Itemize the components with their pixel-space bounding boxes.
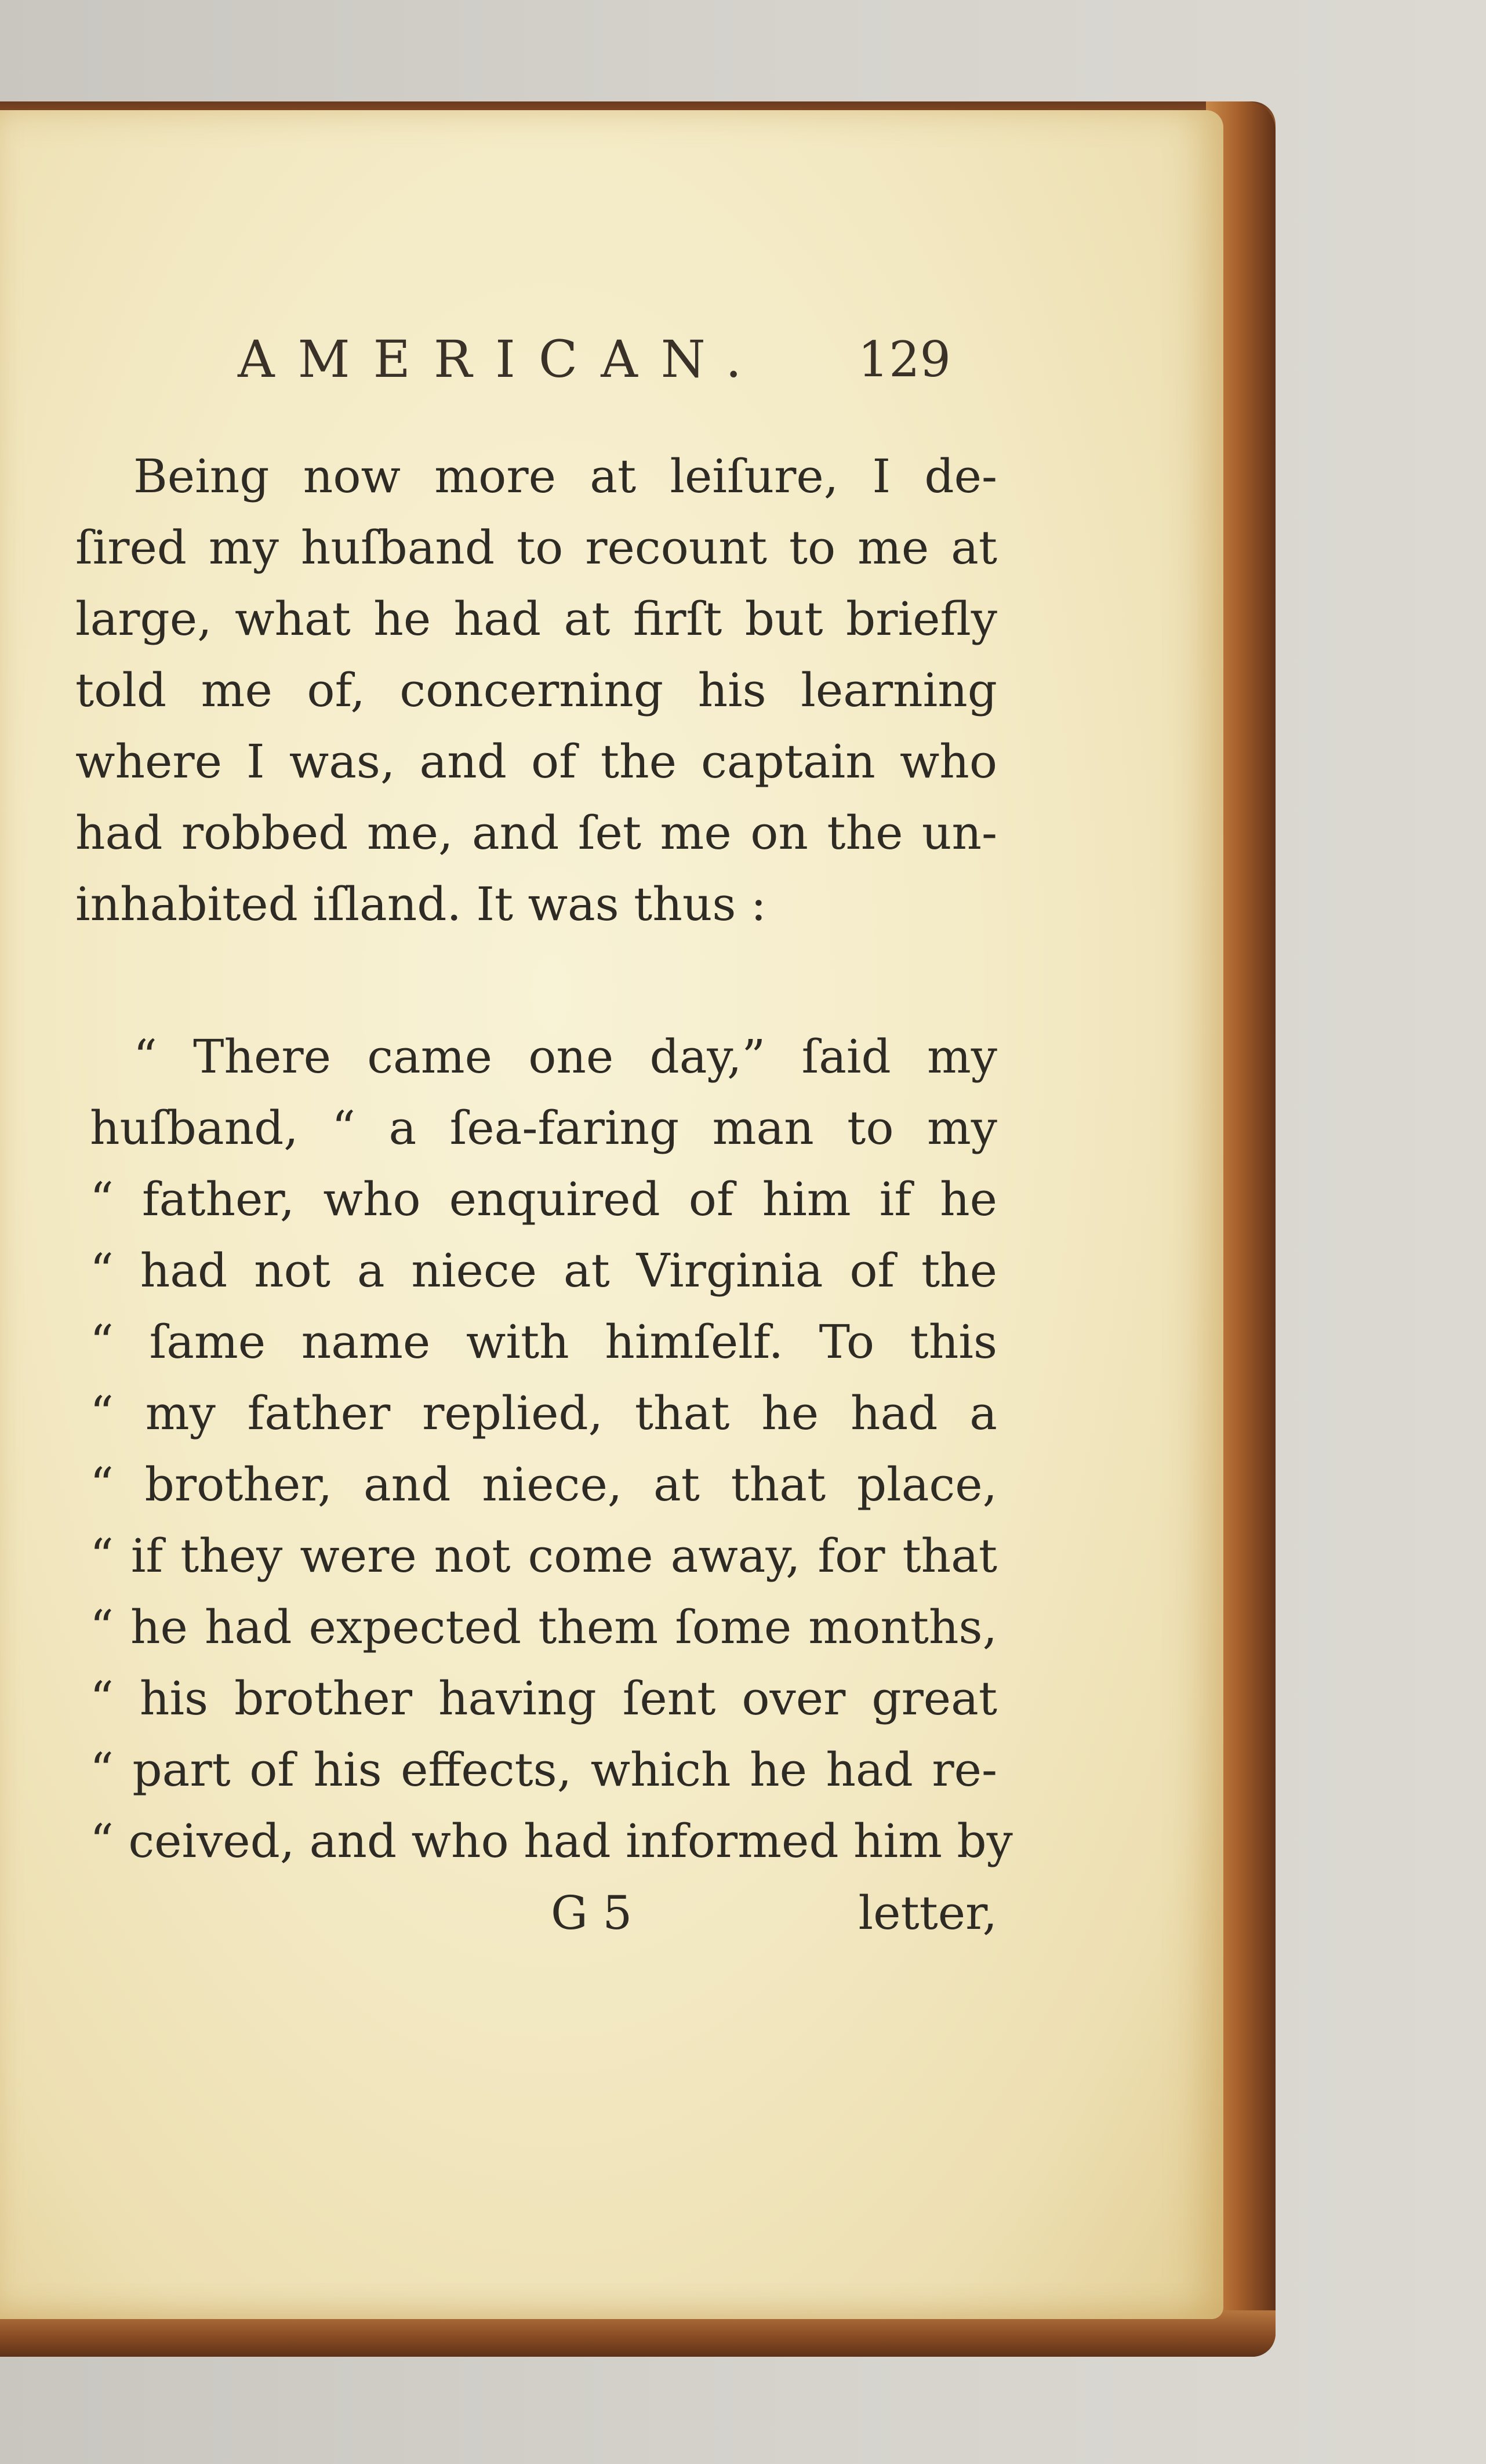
text-line: “ ſame name with himſelf. To this (90, 1315, 997, 1369)
text-line: ſired my huſband to recount to me at (75, 521, 997, 575)
text-line: where I was, and of the captain who (75, 735, 997, 788)
text-line: huſband, “ a ſea-faring man to my (90, 1101, 997, 1155)
page-number: 129 (858, 331, 951, 388)
text-line: told me of, concerning his learning (75, 663, 997, 717)
text-line: “ father, who enquired of him if he (90, 1172, 997, 1226)
text-line: “ had not a niece at Virginia of the (90, 1244, 997, 1298)
text-line: “ he had expected them ſome months, (90, 1600, 997, 1654)
text-line: large, what he had at firſt but briefly (75, 592, 997, 646)
text-line: “ brother, and niece, at that place, (90, 1458, 997, 1511)
text-line: “ ceived, and who had informed him by (90, 1814, 1013, 1868)
text-line: Being now more at leiſure, I de- (133, 449, 997, 503)
text-line: “ part of his effects, which he had re- (90, 1743, 997, 1797)
body-text (75, 441, 1013, 1877)
text-line: “ my father replied, that he had a (90, 1386, 997, 1440)
text-line: “ his brother having ſent over great (90, 1671, 997, 1725)
page-header (238, 325, 951, 394)
running-head: AMERICAN. (238, 329, 765, 389)
paragraph-gap (75, 940, 997, 1021)
signature-mark: G 5 (551, 1886, 633, 1940)
text-line: inhabited iſland. It was thus : (75, 877, 766, 931)
page-footer (551, 1878, 997, 1948)
text-line: had robbed me, and ſet me on the un- (75, 806, 997, 860)
catchword: letter, (858, 1886, 997, 1940)
text-line: “ if they were not come away, for that (90, 1529, 997, 1583)
text-line: “ There came one day,” ſaid my (133, 1030, 997, 1084)
